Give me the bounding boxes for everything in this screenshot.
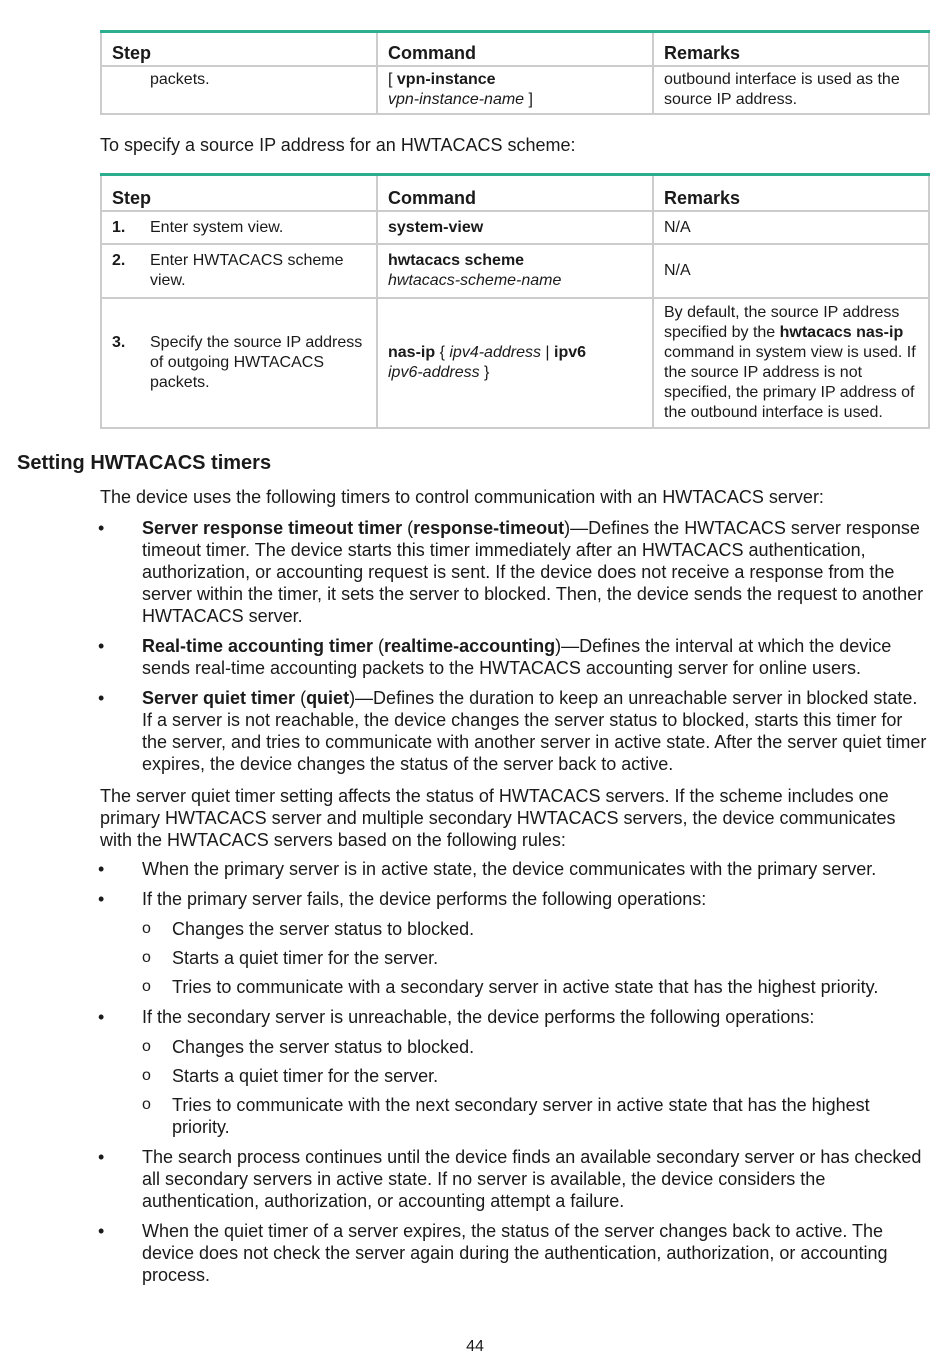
sub-list-item: o Starts a quiet timer for the server.: [142, 947, 930, 969]
command-keyword: hwtacacs scheme: [388, 252, 525, 269]
header-remarks: Remarks: [653, 175, 929, 212]
command-argument: ipv4-address: [449, 344, 541, 361]
page-number: 44: [466, 1338, 484, 1355]
command-argument: hwtacacs-scheme-name: [388, 272, 562, 289]
step-cell: [101, 244, 377, 298]
source-ip-table-continued: [100, 30, 930, 115]
step-number: 1.: [112, 218, 126, 236]
table-row: [101, 66, 929, 114]
step-cell: [101, 298, 377, 428]
paren: (: [295, 688, 307, 708]
header-command: Command: [377, 32, 653, 67]
timer-name: Real-time accounting timer: [142, 636, 374, 656]
table-intro: To specify a source IP address for an HWTACACS scheme:: [100, 135, 576, 155]
timer-name: Server response timeout timer: [142, 518, 403, 538]
command-keyword: system-view: [388, 218, 484, 236]
remarks-cell: N/A: [653, 211, 929, 244]
command-cell: [377, 298, 653, 428]
header-remarks: Remarks: [653, 32, 929, 67]
timer-description: )—Defines the duration to keep an unreachable server in blocked state. If a server is not reachable, the device changes the server status to blocked, starts this timer for the server, and tries to communicate with another server in active state. After the server quiet timer expires, the device changes the status of the server back to active.: [142, 688, 927, 774]
timers-list: [100, 517, 930, 783]
command-cell: [377, 244, 653, 298]
list-item: [100, 888, 930, 998]
brace: {: [435, 344, 450, 361]
remarks-cell: N/A: [653, 244, 929, 298]
sub-list-item: o Starts a quiet timer for the server.: [142, 1065, 930, 1087]
list-item: [100, 517, 930, 627]
table-row: [101, 298, 929, 428]
command-argument: vpn-instance-name: [388, 91, 525, 108]
header-step: Step: [101, 175, 377, 212]
timers-intro: The device uses the following timers to control communication with an HWTACACS server:: [100, 487, 824, 507]
list-item: [100, 687, 930, 775]
rules-list: [100, 858, 930, 1294]
remarks-text: command in system view is used. If the source IP address is not specified, the primary IP address of the outbound interface is used.: [664, 344, 916, 421]
timer-name: Server quiet timer: [142, 688, 296, 708]
table-header-row: [101, 32, 929, 67]
command-keyword: ipv6: [554, 344, 587, 361]
rule-text: If the secondary server is unreachable, the device performs the following operations:: [142, 1007, 815, 1027]
remarks-command: hwtacacs nas-ip: [779, 324, 904, 341]
sub-list-item: o Changes the server status to blocked.: [142, 918, 930, 940]
list-item: [100, 635, 930, 679]
sub-list: [142, 1036, 930, 1138]
sub-list-item: o Tries to communicate with a secondary server in active state that has the highest priority.: [142, 976, 930, 998]
step-cell: packets.: [101, 66, 377, 114]
list-item: • The search process continues until the device finds an available secondary server or has checked all secondary servers in active state. If no server is available, the device considers the authentication, authorization, or accounting attempt a failure.: [100, 1146, 930, 1212]
table-row: [101, 211, 929, 244]
step-number: 2.: [112, 252, 126, 269]
command-cell: [377, 211, 653, 244]
remarks-cell: outbound interface is used as the source IP address.: [653, 66, 929, 114]
step-text: Specify the source IP address of outgoing HWTACACS packets.: [150, 334, 363, 391]
paren: (: [402, 518, 414, 538]
step-number: 3.: [112, 334, 126, 351]
sub-list: [142, 918, 930, 998]
paren: (: [373, 636, 385, 656]
quiet-timer-paragraph: The server quiet timer setting affects the status of HWTACACS servers. If the scheme includes one primary HWTACACS server and multiple secondary HWTACACS servers, the device communicates with the HWTACACS servers based on the following rules:: [100, 786, 896, 850]
timer-param: realtime-accounting: [384, 636, 556, 656]
command-argument: ipv6-address: [388, 364, 480, 381]
list-item: • When the primary server is in active state, the device communicates with the primary server.: [100, 858, 930, 880]
bracket: ]: [524, 91, 533, 108]
list-item: • When the quiet timer of a server expires, the status of the server changes back to active. The device does not check the server again during the authentication, authorization, or accounting process.: [100, 1220, 930, 1286]
step-cell: [101, 211, 377, 244]
header-step: Step: [101, 32, 377, 67]
source-ip-table: [100, 173, 930, 429]
timer-param: quiet: [306, 688, 350, 708]
timer-description: )—Defines the HWTACACS server response timeout timer. The device starts this timer immediately after an HWTACACS authentication, authorization, or accounting request is sent. If the device does not receive a response from the server within the timer, it sets the server to blocked. Then, the device sends the request to another HWTACACS server.: [142, 518, 924, 626]
command-keyword: nas-ip: [388, 344, 436, 361]
table-row: [101, 244, 929, 298]
timer-description: )—Defines the interval at which the device sends real-time accounting packets to the HWTACACS accounting server for online users.: [142, 636, 892, 678]
timer-param: response-timeout: [413, 518, 565, 538]
section-title: Setting HWTACACS timers: [17, 452, 272, 474]
remarks-cell: [653, 298, 929, 428]
header-command: Command: [377, 175, 653, 212]
pipe: |: [540, 344, 555, 361]
rule-text: If the primary server fails, the device performs the following operations:: [142, 889, 707, 909]
list-item: [100, 1006, 930, 1138]
remarks-text: By default, the source IP address specified by the: [664, 304, 900, 341]
step-text: Enter system view.: [150, 218, 284, 236]
step-text: Enter HWTACACS scheme view.: [150, 252, 344, 289]
sub-list-item: o Changes the server status to blocked.: [142, 1036, 930, 1058]
bracket: [: [388, 71, 397, 88]
command-cell: [377, 66, 653, 114]
command-keyword: vpn-instance: [396, 71, 496, 88]
brace: }: [479, 364, 490, 381]
table-header-row: [101, 175, 929, 212]
sub-list-item: o Tries to communicate with the next secondary server in active state that has the highest priority.: [142, 1094, 930, 1138]
